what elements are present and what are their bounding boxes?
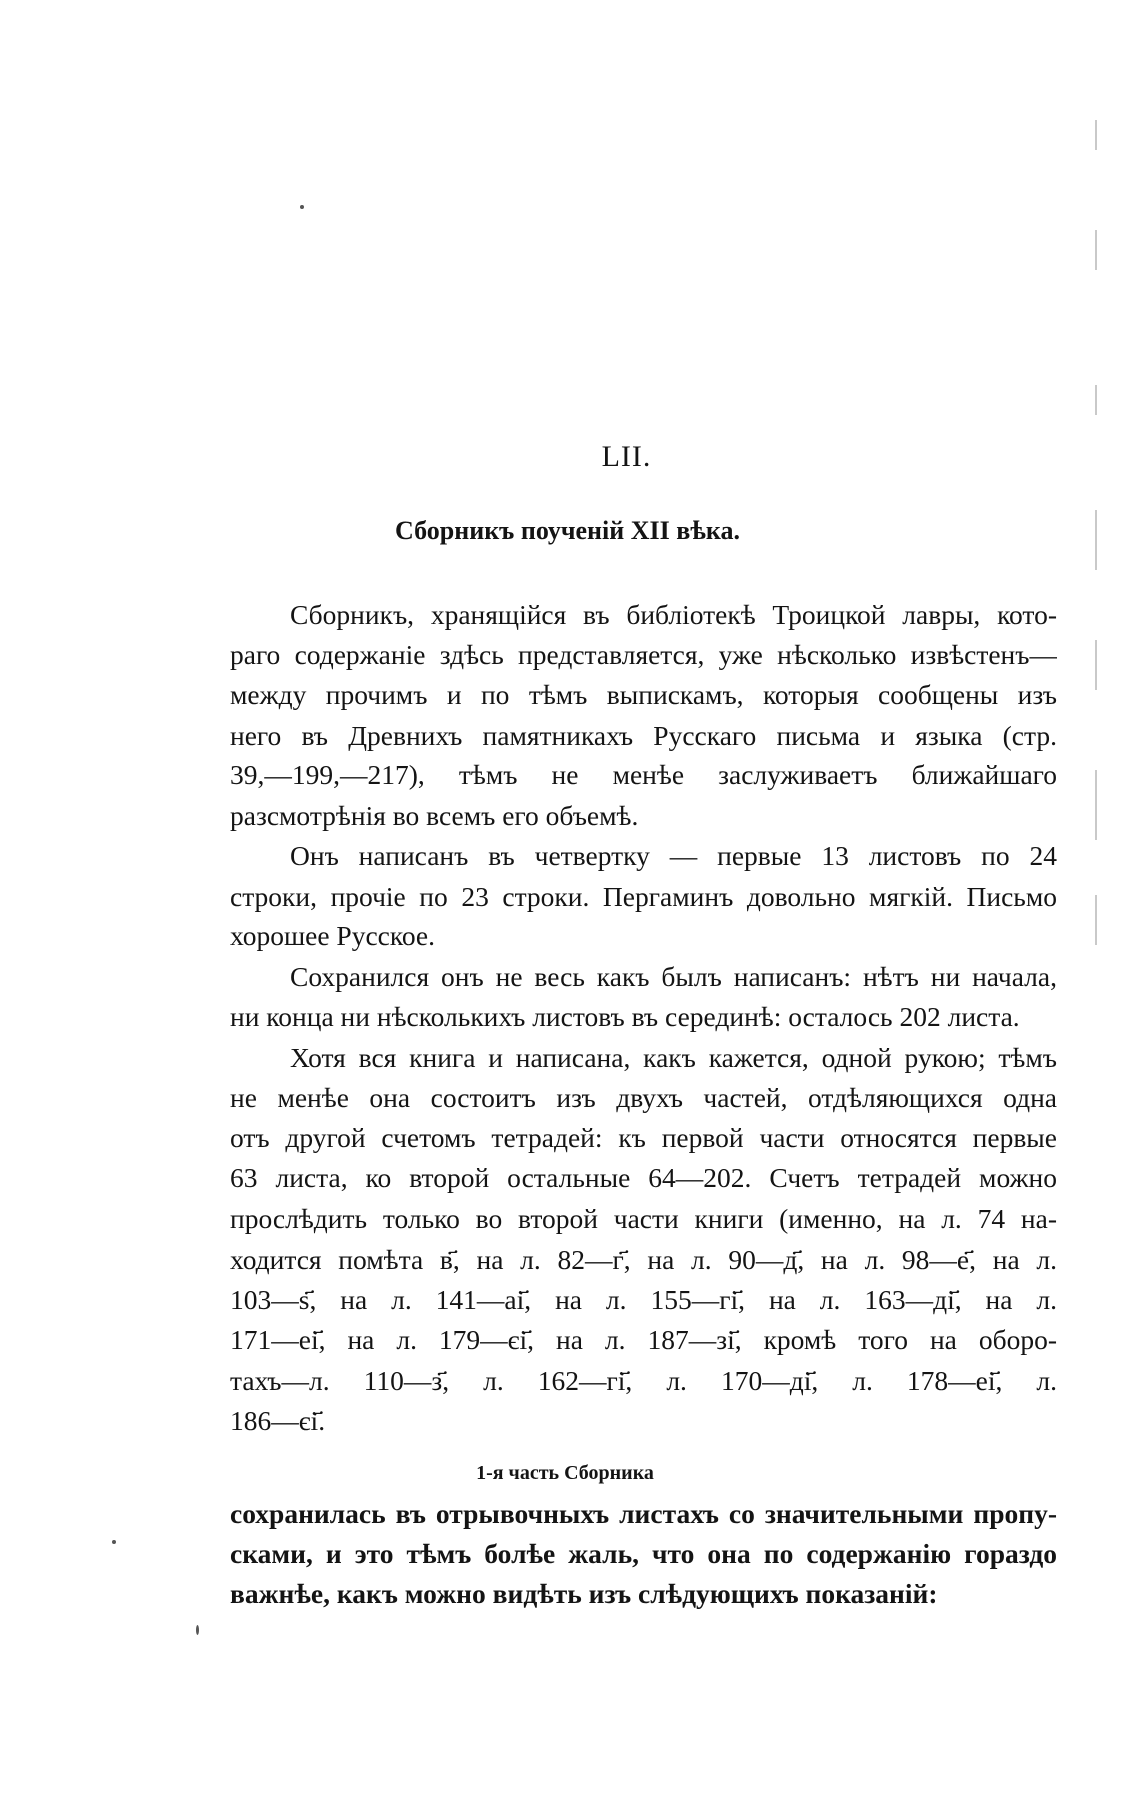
scan-edge-mark <box>1095 120 1097 150</box>
subsection-heading: 1-я часть Сборника <box>476 1462 654 1484</box>
text-line: ни конца ни нѣсколькихъ листовъ въ серединѣ: осталось 202 листа. <box>230 1001 1020 1032</box>
scan-speck <box>112 1540 116 1544</box>
text-line: не менѣе она состоитъ изъ двухъ частей, отдѣляющихся одна <box>230 1082 1057 1113</box>
text-line: ходится помѣта в҃, на л. 82—г҃, на л. 90—д҃, на л. 98—е҃, на л. <box>230 1244 1057 1275</box>
text-line: 171—еі҃, на л. 179—єі҃, на л. 187—зі҃, кромѣ того на оборо- <box>230 1324 1057 1355</box>
text-line: сками, и это тѣмъ болѣе жаль, что она по содержанію гораздо <box>230 1538 1057 1569</box>
scan-edge-mark <box>1095 385 1097 415</box>
text-line: 186—єі҃. <box>230 1405 326 1436</box>
section-number: LII. <box>601 440 652 473</box>
text-line: раго содержаніе здѣсь представляется, уже нѣсколько извѣстенъ— <box>230 639 1057 670</box>
text-line: 63 листа, ко второй остальные 64—202. Счетъ тетрадей можно <box>230 1162 1057 1193</box>
text-line: него въ Древнихъ памятникахъ Русскаго письма и языка (стр. <box>230 720 1057 751</box>
text-line: Хотя вся книга и написана, какъ кажется, одной рукою; тѣмъ <box>290 1042 1057 1073</box>
scan-edge-mark <box>1095 895 1097 945</box>
scan-edge-mark <box>1095 770 1097 840</box>
text-line: 103—ѕ҃, на л. 141—аі҃, на л. 155—гі҃, на л. 163—ді҃, на л. <box>230 1284 1057 1315</box>
text-line: сохранилась въ отрывочныхъ листахъ со значительными пропу- <box>230 1498 1057 1529</box>
text-line: между прочимъ и по тѣмъ выпискамъ, которыя сообщены изъ <box>230 679 1057 710</box>
text-line: Сохранился онъ не весь какъ былъ написанъ: нѣтъ ни начала, <box>290 961 1057 992</box>
text-line: хорошее Русское. <box>230 920 436 951</box>
text-line: важнѣе, какъ можно видѣть изъ слѣдующихъ показаній: <box>230 1578 938 1609</box>
scan-speck <box>300 205 304 209</box>
text-line: 39,—199,—217), тѣмъ не менѣе заслуживаетъ ближайшаго <box>230 759 1057 790</box>
scan-edge-mark <box>1095 640 1097 690</box>
text-line: Онъ написанъ въ четвертку — первые 13 листовъ по 24 <box>290 840 1057 871</box>
text-line: тахъ—л. 110—з҃, л. 162—гі҃, л. 170—ді҃, л. 178—еі҃, л. <box>230 1365 1057 1396</box>
scan-speck <box>196 1625 199 1635</box>
section-heading: Сборникъ поученій XII вѣка. <box>395 516 740 545</box>
text-line: Сборникъ, хранящійся въ библіотекѣ Троицкой лавры, кото- <box>290 599 1057 630</box>
text-line: разсмотрѣнія во всемъ его объемѣ. <box>230 800 639 831</box>
text-line: строки, прочіе по 23 строки. Пергаминъ довольно мягкій. Письмо <box>230 881 1057 912</box>
scan-edge-mark <box>1095 230 1097 270</box>
text-line: отъ другой счетомъ тетрадей: къ первой части относятся первые <box>230 1122 1057 1153</box>
text-line: прослѣдить только во второй части книги (именно, на л. 74 на- <box>230 1203 1057 1234</box>
